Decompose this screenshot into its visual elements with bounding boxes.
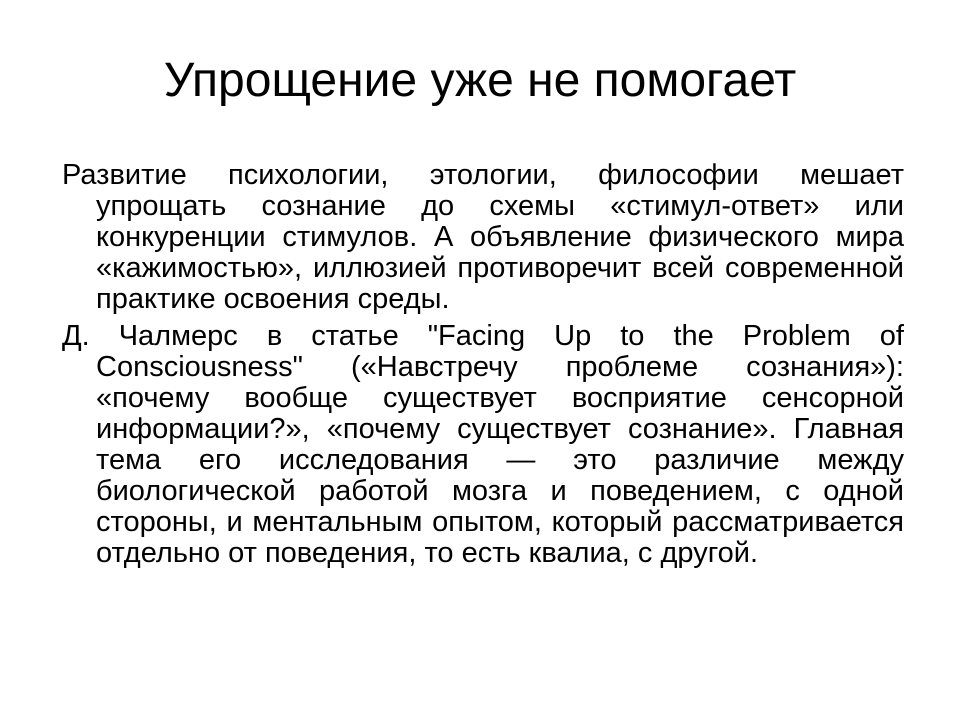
paragraph-1: Развитие психологии, этологии, философии мешает упрощать сознание до схемы «стимул-ответ» или конкуренции стимулов. А объявление физического мира «кажимостью», иллюзией противоречит всей современной практике освоения среды. [62,159,904,315]
paragraph-2: Д. Чалмерс в статье "Facing Up to the Problem of Consciousness" («Навстречу проблеме сознания»): «почему вообще существует восприятие сенсорной информации?», «почему существует сознание». Главная тема его исследования — это различие между биологической работой мозга и поведением, с одной стороны, и ментальным опытом, который рассматривается отдельно от поведения, то есть квалиа, с другой. [62,320,904,569]
slide-title: Упрощение уже не помогает [163,54,797,107]
slide-body [62,160,904,575]
